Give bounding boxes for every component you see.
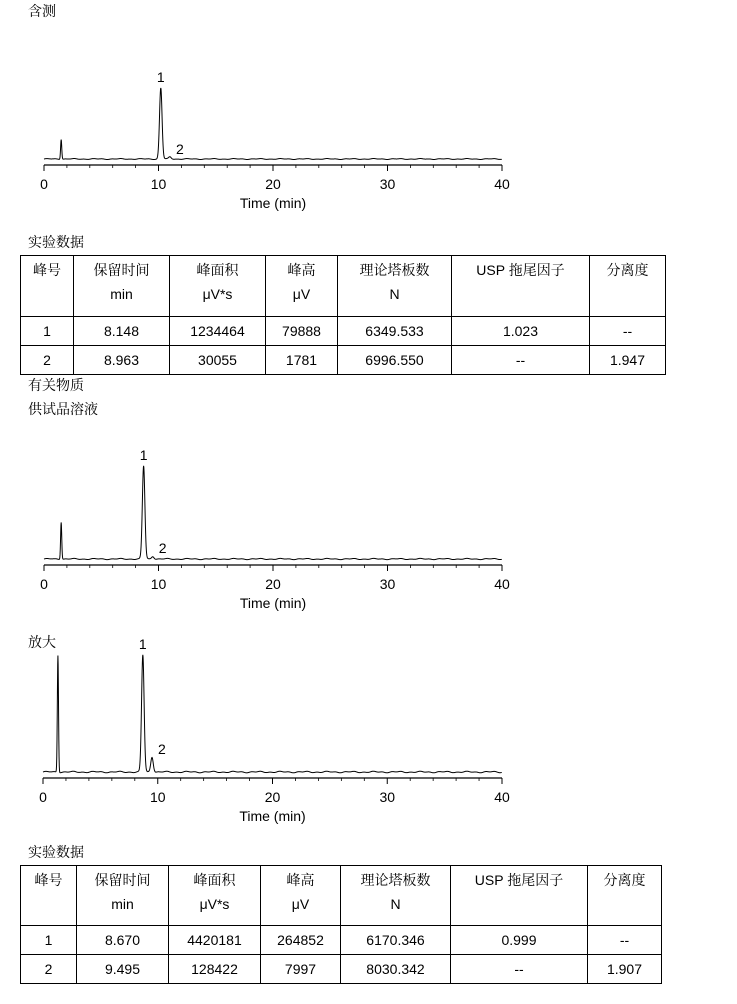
signal-trace — [44, 466, 502, 560]
table-row — [21, 346, 666, 375]
table-cell: 4420181 — [169, 926, 261, 955]
column-header-unit: min — [110, 286, 133, 302]
x-tick-label: 20 — [264, 789, 281, 805]
table-cell: 30055 — [170, 346, 266, 375]
data-table-1 — [20, 255, 666, 375]
x-tick-label: 0 — [39, 789, 47, 805]
column-header — [74, 256, 170, 317]
table1-title: 实验数据 — [28, 235, 84, 251]
column-header — [341, 866, 451, 926]
table-cell: 9.495 — [77, 955, 169, 984]
table-cell: 8.963 — [74, 346, 170, 375]
x-tick-label: 10 — [150, 176, 167, 192]
column-header-label: 分离度 — [603, 872, 646, 888]
column-header-label: USP 拖尾因子 — [476, 262, 565, 278]
column-header-label: 保留时间 — [94, 872, 151, 888]
column-header-label: USP 拖尾因子 — [474, 872, 564, 888]
assay-chromatogram — [0, 60, 560, 220]
x-tick-label: 40 — [494, 176, 510, 192]
column-header-label: 理论塔板数 — [359, 262, 430, 278]
table-header-row — [21, 866, 662, 926]
column-header-label: 峰高 — [287, 262, 316, 278]
x-tick-label: 20 — [265, 576, 281, 592]
table-cell: -- — [452, 346, 590, 375]
table-cell: 1 — [21, 926, 77, 955]
peak-label: 1 — [138, 636, 147, 652]
x-tick-label: 10 — [149, 789, 166, 805]
table-cell: 264852 — [261, 926, 341, 955]
column-header-unit: min — [111, 896, 134, 912]
x-axis-title: Time (min) — [239, 195, 307, 211]
table-cell: -- — [588, 926, 662, 955]
x-tick-label: 30 — [379, 789, 396, 805]
column-header-label: 峰面积 — [193, 872, 236, 888]
x-axis-title: Time (min) — [239, 808, 306, 824]
peak-label: 2 — [175, 140, 184, 157]
column-header-label: 分离度 — [606, 262, 649, 278]
section-sample-title: 供试品溶液 — [28, 402, 98, 418]
section-assay-title: 含测 — [28, 4, 56, 20]
column-header — [77, 866, 169, 926]
column-header-unit: μV*s — [199, 896, 230, 912]
x-tick-label: 10 — [150, 576, 167, 592]
column-header — [21, 866, 77, 926]
table-cell: 1234464 — [170, 317, 266, 346]
column-header-label: 理论塔板数 — [360, 872, 431, 888]
table-row — [21, 317, 666, 346]
peak-label: 1 — [156, 69, 165, 85]
column-header — [451, 866, 588, 926]
column-header-unit: μV*s — [202, 286, 233, 302]
table-cell: 7997 — [261, 955, 341, 984]
peak-label: 2 — [158, 540, 167, 557]
column-header-label: 峰面积 — [196, 262, 239, 278]
table-cell: 128422 — [169, 955, 261, 984]
column-header-unit: μV — [291, 896, 310, 912]
table-cell: 6170.346 — [341, 926, 451, 955]
table2-title: 实验数据 — [28, 845, 84, 861]
table-row — [21, 955, 662, 984]
table-cell: 2 — [21, 346, 74, 375]
column-header — [170, 256, 266, 317]
signal-trace — [43, 655, 502, 773]
table-cell: 1.023 — [452, 317, 590, 346]
table-cell: 1781 — [266, 346, 338, 375]
table-cell: 6349.533 — [338, 317, 452, 346]
table-cell: 79888 — [266, 317, 338, 346]
x-tick-label: 0 — [40, 176, 48, 192]
signal-trace — [44, 88, 502, 160]
table-header-row — [21, 256, 666, 317]
data-table-2 — [20, 865, 662, 984]
x-tick-label: 40 — [494, 789, 510, 805]
column-header-label: 峰号 — [33, 262, 61, 278]
column-header — [21, 256, 74, 317]
section-related-title: 有关物质 — [28, 378, 84, 394]
column-header — [261, 866, 341, 926]
x-axis-title: Time (min) — [239, 595, 307, 611]
section-zoom-title: 放大 — [28, 635, 56, 651]
table-cell: -- — [451, 955, 588, 984]
table-cell: 6996.550 — [338, 346, 452, 375]
column-header — [266, 256, 338, 317]
x-tick-label: 40 — [494, 576, 510, 592]
x-tick-label: 0 — [40, 576, 48, 592]
table-cell: 8.670 — [77, 926, 169, 955]
column-header-label: 峰号 — [34, 872, 63, 888]
x-tick-label: 30 — [379, 176, 396, 192]
column-header — [590, 256, 666, 317]
column-header — [588, 866, 662, 926]
peak-label: 2 — [158, 740, 166, 757]
x-tick-label: 20 — [265, 176, 281, 192]
x-tick-label: 30 — [379, 576, 396, 592]
table-row — [21, 926, 662, 955]
table-cell: 1.907 — [588, 955, 662, 984]
table-cell: 8.148 — [74, 317, 170, 346]
table-cell: 1 — [21, 317, 74, 346]
column-header — [169, 866, 261, 926]
table-cell: -- — [590, 317, 666, 346]
sample-chromatogram — [0, 440, 560, 620]
column-header-unit: μV — [292, 286, 311, 302]
table-cell: 0.999 — [451, 926, 588, 955]
peak-label: 1 — [139, 447, 148, 463]
column-header-unit: N — [390, 896, 401, 912]
column-header-unit: N — [389, 286, 400, 302]
column-header — [338, 256, 452, 317]
table-cell: 1.947 — [590, 346, 666, 375]
column-header-label: 峰高 — [286, 872, 315, 888]
column-header-label: 保留时间 — [93, 262, 150, 278]
table-cell: 8030.342 — [341, 955, 451, 984]
table-cell: 2 — [21, 955, 77, 984]
column-header — [452, 256, 590, 317]
